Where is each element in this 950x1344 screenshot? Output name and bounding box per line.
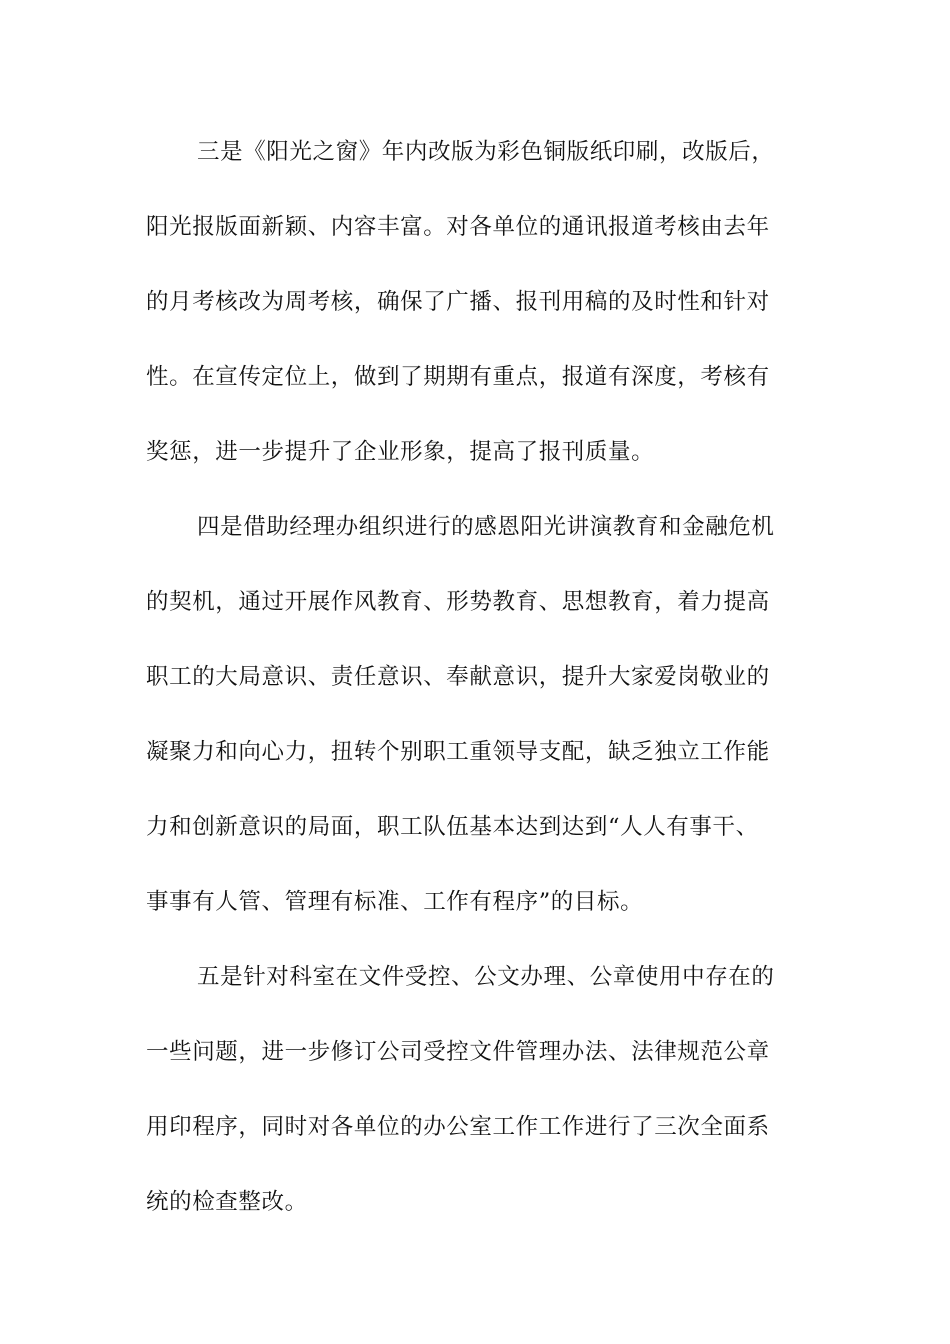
paragraph-2-line-2: 的契机，通过开展作风教育、形势教育、思想教育，着力提高 — [146, 589, 770, 615]
paragraph-3-line-1: 五是针对科室在文件受控、公文办理、公章使用中存在的 — [197, 964, 775, 990]
paragraph-2-line-5: 力和创新意识的局面，职工队伍基本达到达到“人人有事干、 — [146, 814, 759, 840]
paragraph-2-line-3: 职工的大局意识、责任意识、奉献意识，提升大家爱岗敬业的 — [146, 664, 770, 690]
paragraph-3-line-3: 用印程序，同时对各单位的办公室工作工作进行了三次全面系 — [146, 1114, 770, 1140]
paragraph-1-line-3: 的月考核改为周考核，确保了广播、报刊用稿的及时性和针对 — [146, 289, 770, 315]
paragraph-1-line-4: 性。在宣传定位上，做到了期期有重点，报道有深度，考核有 — [146, 364, 770, 390]
paragraph-2-line-1: 四是借助经理办组织进行的感恩阳光讲演教育和金融危机 — [197, 514, 775, 540]
paragraph-3-line-4: 统的检查整改。 — [146, 1189, 308, 1215]
paragraph-1-line-5: 奖惩，进一步提升了企业形象，提高了报刊质量。 — [146, 439, 655, 465]
paragraph-2-line-6: 事事有人管、管理有标准、工作有程序”的目标。 — [146, 889, 644, 915]
paragraph-3-line-2: 一些问题，进一步修订公司受控文件管理办法、法律规范公章 — [146, 1039, 770, 1065]
paragraph-1-line-2: 阳光报版面新颖、内容丰富。对各单位的通讯报道考核由去年 — [146, 214, 770, 240]
paragraph-2-line-4: 凝聚力和向心力，扭转个别职工重领导支配，缺乏独立工作能 — [146, 739, 770, 765]
paragraph-1-line-1: 三是《阳光之窗》年内改版为彩色铜版纸印刷，改版后， — [197, 139, 775, 165]
